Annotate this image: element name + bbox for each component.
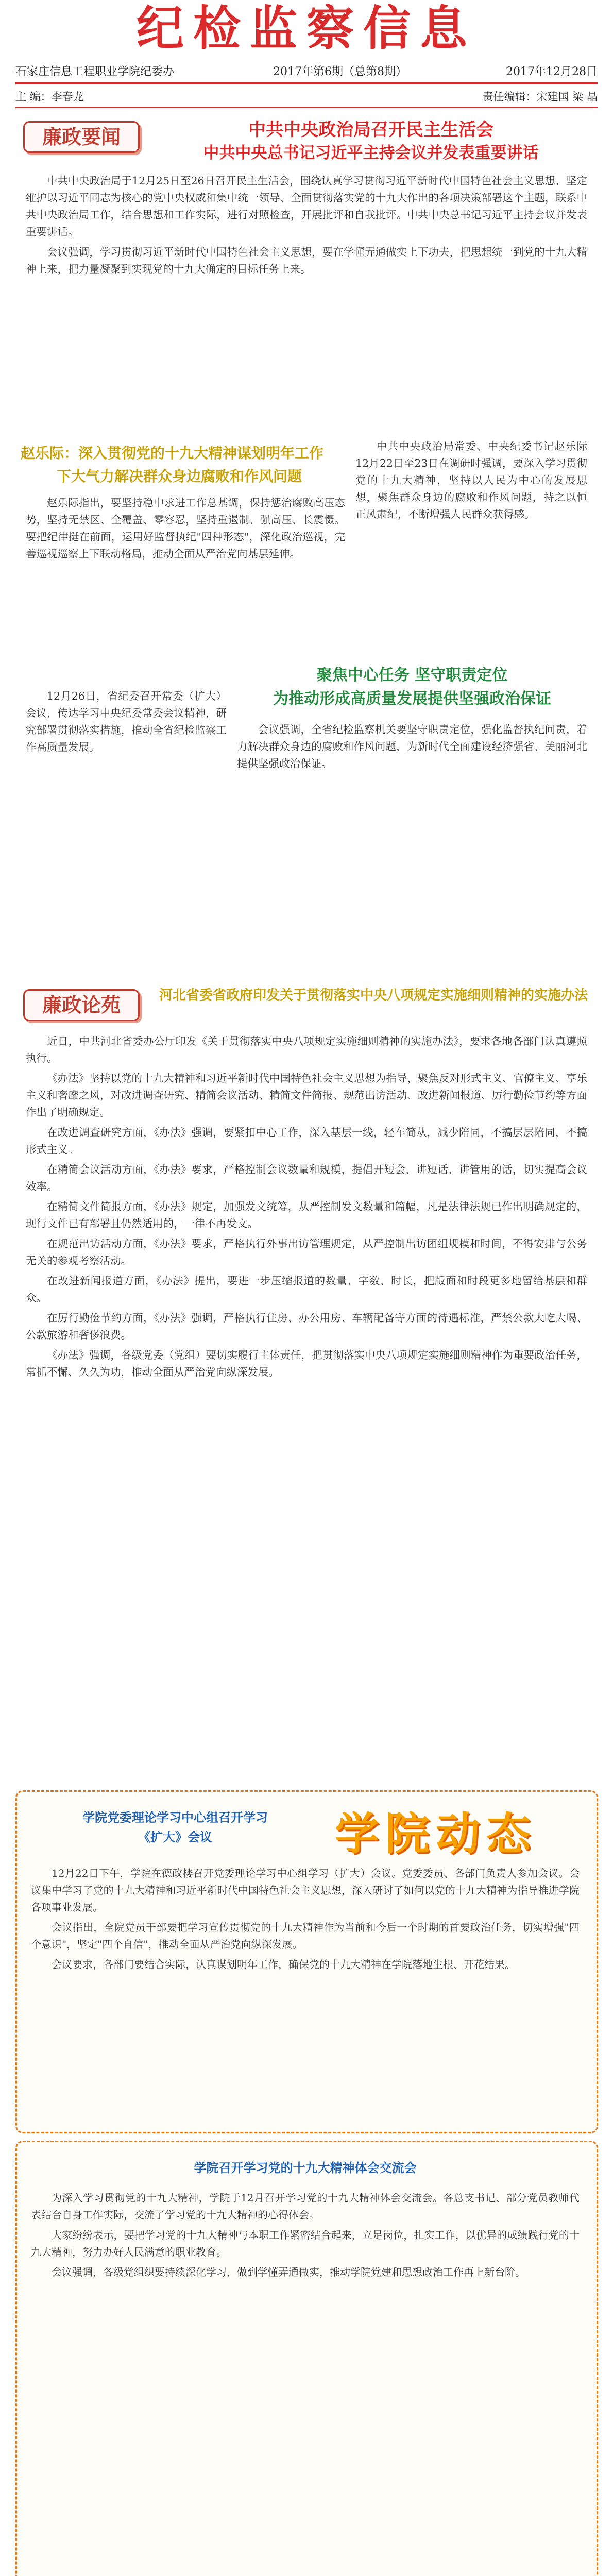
issue-org: 石家庄信息工程职业学院纪委办 <box>15 65 175 78</box>
staff-editors: 责任编辑：宋建国 梁 晶 <box>482 91 598 103</box>
section3-paragraph: 在改进新闻报道方面，《办法》提出，要进一步压缩报道的数量、字数、时长，把版面和时段更多地留给基层和群众。 <box>26 1275 587 1304</box>
section2-paragraph: 会议强调，全省纪检监察机关要坚守职责定位，强化监督执纪问责，着力解决群众身边的腐败和作风问题，为新时代全面建设经济强省、美丽河北提供坚强政治保证。 <box>237 723 587 770</box>
campus-news-paragraph: 12月22日下午，学院在德政楼召开党委理论学习中心组学习（扩大）会议。党委委员、各部门负责人参加会议。会议集中学习了党的十九大精神和习近平新时代中国特色社会主义思想，深入研讨了如何以党的十九大精神为指导推进学院各项事业发展。 <box>31 1867 580 1913</box>
campus-news-paragraph: 会议强调，各级党组织要持续深化学习，做到学懂弄通做实，推动学院党建和思想政治工作再上新台阶。 <box>52 2266 525 2278</box>
section3-body <box>26 1033 587 1749</box>
section2-body-right <box>355 438 587 587</box>
issue-bar <box>15 62 598 79</box>
section2-body-left2 <box>26 688 227 827</box>
issue-number: 2017年第6期（总第8期） <box>273 65 407 78</box>
section1-paragraph: 中共中央政治局于12月25日至26日召开民主生活会，围绕认真学习贯彻习近平新时代中国特色社会主义思想、坚定维护以习近平同志为核心的党中央权威和集中统一领导、全面贯彻落实党的十九大作出的各项决策部署这个主题，联系中共中央政治局工作，结合思想和工作实际，进行对照检查，开展批评和自我批评。中共中央总书记习近平主持会议并发表重要讲话。 <box>26 175 587 238</box>
section-badge-forum: 廉政论苑 <box>23 989 140 1021</box>
campus-news-paragraph: 为深入学习贯彻党的十九大精神，学院于12月召开学习党的十九大精神体会交流会。各总支书记、部分党员教师代表结合自身工作实际，交流了学习党的十九大精神的心得体会。 <box>31 2192 580 2221</box>
headline-zhao-2: 下大气力解决群众身边腐败和作风问题 <box>57 468 302 485</box>
section1-body <box>26 173 587 394</box>
headline-zhao-1: 赵乐际：深入贯彻党的十九大精神谋划明年工作 <box>21 445 324 462</box>
section3-paragraph: 《办法》坚持以党的十九大精神和习近平新时代中国特色社会主义思想为指导，聚焦反对形式主义、官僚主义、享乐主义和奢靡之风，对改进调查研究、精简会议活动、精简文件简报、规范出访活动、改进新闻报道、厉行勤俭节约等方面作出了明确规定。 <box>26 1072 587 1118</box>
campus-news-body-2 <box>31 2190 580 2576</box>
headline-2: 中共中央总书记习近平主持会议并发表重要讲话 <box>203 144 539 162</box>
section2-body-right2 <box>237 721 587 840</box>
section2-paragraph: 中共中央政治局常委、中央纪委书记赵乐际12月22日至23日在调研时强调，要深入学习贯彻党的十九大精神，坚持以人民为中心的发展思想，聚焦群众身边的腐败和作风问题，持之以恒正风肃纪，不断增强人民群众获得感。 <box>355 440 587 520</box>
campus-news-title-2: 学院召开学习党的十九大精神体会交流会 <box>194 2160 417 2175</box>
headline-1: 中共中央政治局召开民主生活会 <box>248 120 493 140</box>
campus-news-paragraph: 大家纷纷表示，要把学习党的十九大精神与本职工作紧密结合起来，立足岗位，扎实工作，以优异的成绩践行党的十九大精神，努力办好人民满意的职业教育。 <box>31 2229 580 2258</box>
headline-hebei-1: 聚焦中心任务 坚守职责定位 <box>316 666 508 684</box>
editor-divider <box>15 107 598 108</box>
campus-news-title-1b: 《扩大》会议 <box>138 1829 212 1844</box>
section-badge-news: 廉政要闻 <box>23 121 140 153</box>
headline-hebei-rules: 河北省委省政府印发关于贯彻落实中央八项规定实施细则精神的实施办法 <box>159 988 588 1003</box>
newsletter-title: 纪检监察信息 <box>136 1 476 56</box>
section2-body-left <box>26 495 345 680</box>
section3-paragraph: 在规范出访活动方面，《办法》要求，严格执行外事出访管理规定，从严控制出访团组规模和时间，不得安排与公务无关的参观考察活动。 <box>26 1238 587 1267</box>
section3-paragraph: 近日，中共河北省委办公厅印发《关于贯彻落实中央八项规定实施细则精神的实施办法》，要求各地各部门认真遵照执行。 <box>26 1035 587 1064</box>
masthead <box>0 0 613 57</box>
campus-news-paragraph: 会议指出，全院党员干部要把学习宣传贯彻党的十九大精神作为当前和今后一个时期的首要政治任务，切实增强"四个意识"，坚定"四个自信"，推动全面从严治党向纵深发展。 <box>31 1921 580 1951</box>
section3-paragraph: 在改进调查研究方面，《办法》强调，要紧扣中心工作，深入基层一线，轻车简从，减少陪同，不搞层层陪同，不搞形式主义。 <box>26 1126 587 1156</box>
section2-paragraph: 赵乐际指出，要坚持稳中求进工作总基调，保持惩治腐败高压态势，坚持无禁区、全覆盖、零容忍，坚持重遏制、强高压、长震慑。要把纪律挺在前面，运用好监督执纪"四种形态"，深化政治巡视，完善巡视巡察上下联动格局，推动全面从严治党向基层延伸。 <box>26 497 345 560</box>
campus-news-paragraph: 会议要求，各部门要结合实际，认真谋划明年工作，确保党的十九大精神在学院落地生根、开花结果。 <box>52 1958 515 1971</box>
section1-paragraph: 会议强调，学习贯彻习近平新时代中国特色社会主义思想，要在学懂弄通做实上下功夫，把思想统一到党的十九大精神上来，把力量凝聚到实现党的十九大确定的目标任务上来。 <box>26 246 587 275</box>
chief-editor: 主 编：李春龙 <box>15 91 84 103</box>
section2-paragraph: 12月26日，省纪委召开常委（扩大）会议，传达学习中央纪委常委会议精神，研究部署贯彻落实措施，推动全省纪检监察工作高质量发展。 <box>26 690 227 753</box>
campus-news-body-1 <box>31 1865 580 2117</box>
headline-hebei-2: 为推动形成高质量发展提供坚强政治保证 <box>273 690 551 708</box>
section3-paragraph: 《办法》强调，各级党委（党组）要切实履行主体责任，把贯彻落实中央八项规定实施细则精神作为重要政治任务，常抓不懈、久久为功，推动全面从严治党向纵深发展。 <box>26 1349 587 1378</box>
section3-paragraph: 在精简文件简报方面，《办法》规定，加强发文统筹，从严控制发文数量和篇幅，凡是法律法规已作出明确规定的，现行文件已有部署且仍然适用的，一律不再发文。 <box>26 1200 587 1230</box>
section3-paragraph: 在厉行勤俭节约方面，《办法》强调，严格执行住房、办公用房、车辆配备等方面的待遇标准，严禁公款大吃大喝、公款旅游和奢侈浪费。 <box>26 1312 587 1341</box>
issue-date: 2017年12月28日 <box>506 65 598 78</box>
header-divider <box>15 82 598 84</box>
editor-bar <box>15 89 598 104</box>
campus-news-title-1: 学院党委理论学习中心组召开学习 <box>82 1810 268 1825</box>
campus-news-tag: 学院动态 <box>335 1808 537 1860</box>
section3-paragraph: 在精简会议活动方面，《办法》要求，严格控制会议数量和规模，提倡开短会、讲短话、讲管用的话，切实提高会议效率。 <box>26 1163 587 1193</box>
